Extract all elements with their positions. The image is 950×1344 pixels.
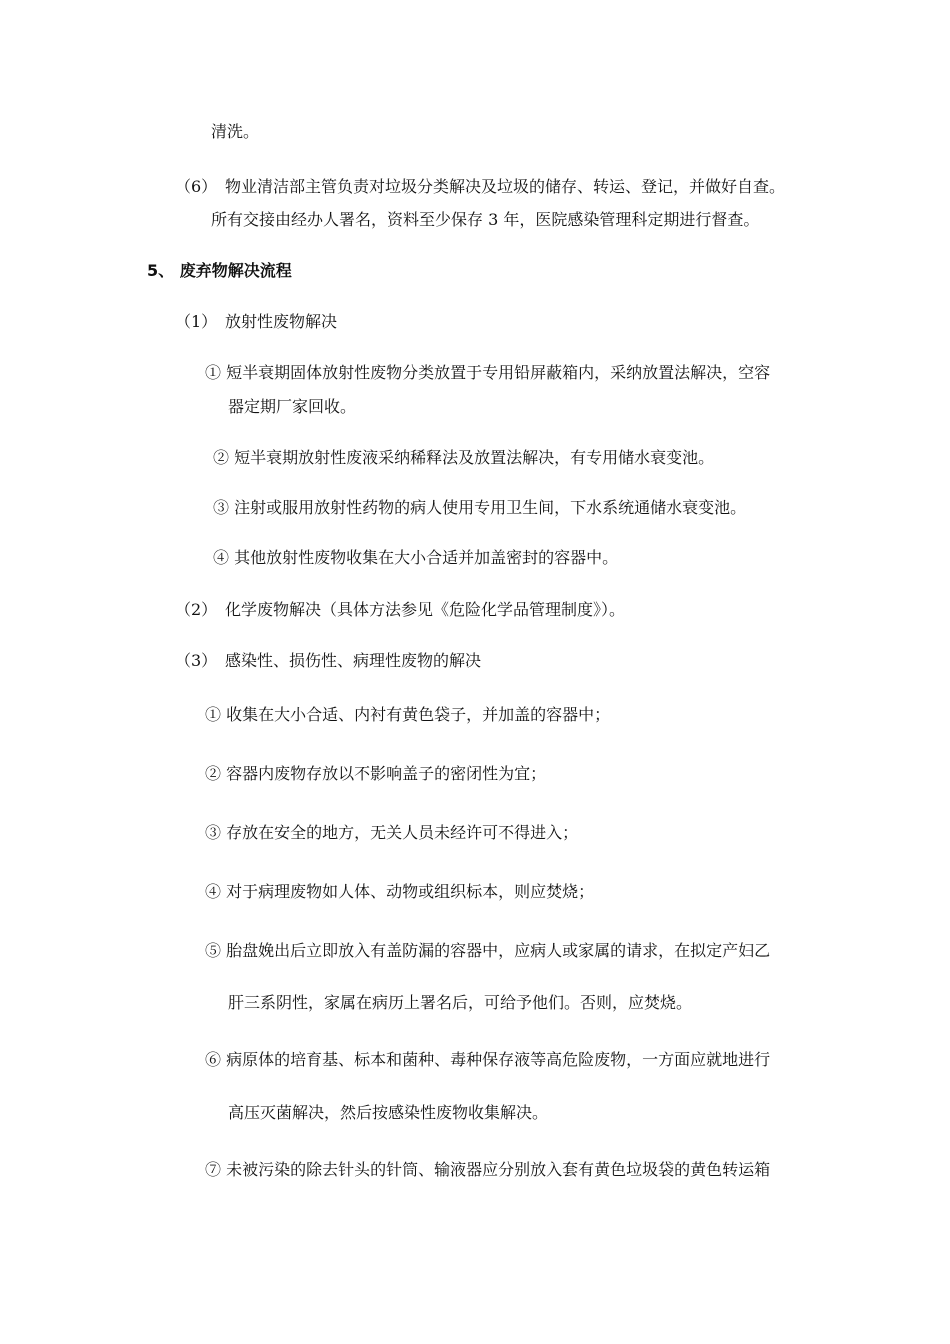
subsection-1-marker: （1）	[175, 312, 218, 331]
infectious-item-3: ③ 存放在安全的地方，无关人员未经许可不得进入；	[205, 823, 579, 842]
infectious-item-7: ⑦ 未被污染的除去针头的针筒、输液器应分别放入套有黄色垃圾袋的黄色转运箱	[205, 1160, 771, 1179]
infectious-item-4: ④ 对于病理废物如人体、动物或组织标本，则应焚烧；	[205, 882, 595, 901]
subsection-3-title: 感染性、损伤性、病理性废物的解决	[225, 651, 482, 670]
item-6-marker: （6）	[175, 177, 218, 196]
infectious-item-5-continued: 肝三系阴性，家属在病历上署名后，可给予他们。否则，应焚烧。	[228, 993, 693, 1012]
radioactive-item-1: ① 短半衰期固体放射性废物分类放置于专用铅屏蔽箱内，采纳放置法解决，空容	[205, 363, 771, 382]
item-6-text-continued: 所有交接由经办人署名，资料至少保存 3 年，医院感染管理科定期进行督查。	[211, 210, 760, 229]
item-6-text: 物业清洁部主管负责对垃圾分类解决及垃圾的储存、转运、登记，并做好自查。	[225, 177, 786, 196]
infectious-item-6-continued: 高压灭菌解决，然后按感染性废物收集解决。	[228, 1103, 549, 1122]
infectious-item-5: ⑤ 胎盘娩出后立即放入有盖防漏的容器中，应病人或家属的请求，在拟定产妇乙	[205, 941, 771, 960]
radioactive-item-4: ④ 其他放射性废物收集在大小合适并加盖密封的容器中。	[213, 548, 619, 567]
infectious-item-1: ① 收集在大小合适、内衬有黄色袋子，并加盖的容器中；	[205, 705, 611, 724]
radioactive-item-2: ② 短半衰期放射性废液采纳稀释法及放置法解决，有专用储水衰变池。	[213, 448, 715, 467]
paragraph-continuation: 清洗。	[211, 122, 260, 141]
radioactive-item-3: ③ 注射或服用放射性药物的病人使用专用卫生间，下水系统通储水衰变池。	[213, 498, 747, 517]
infectious-item-2: ② 容器内废物存放以不影响盖子的密闭性为宜；	[205, 764, 547, 783]
subsection-1-title: 放射性废物解决	[225, 312, 338, 331]
subsection-3-marker: （3）	[175, 651, 218, 670]
infectious-item-6: ⑥ 病原体的培育基、标本和菌种、毒种保存液等高危险废物，一方面应就地进行	[205, 1050, 771, 1069]
section-heading-5: 5、 废弃物解决流程	[147, 261, 292, 280]
subsection-2-marker: （2）	[175, 600, 218, 619]
subsection-2-title: 化学废物解决（具体方法参见《危险化学品管理制度》）。	[225, 600, 626, 619]
radioactive-item-1-continued: 器定期厂家回收。	[228, 397, 357, 416]
